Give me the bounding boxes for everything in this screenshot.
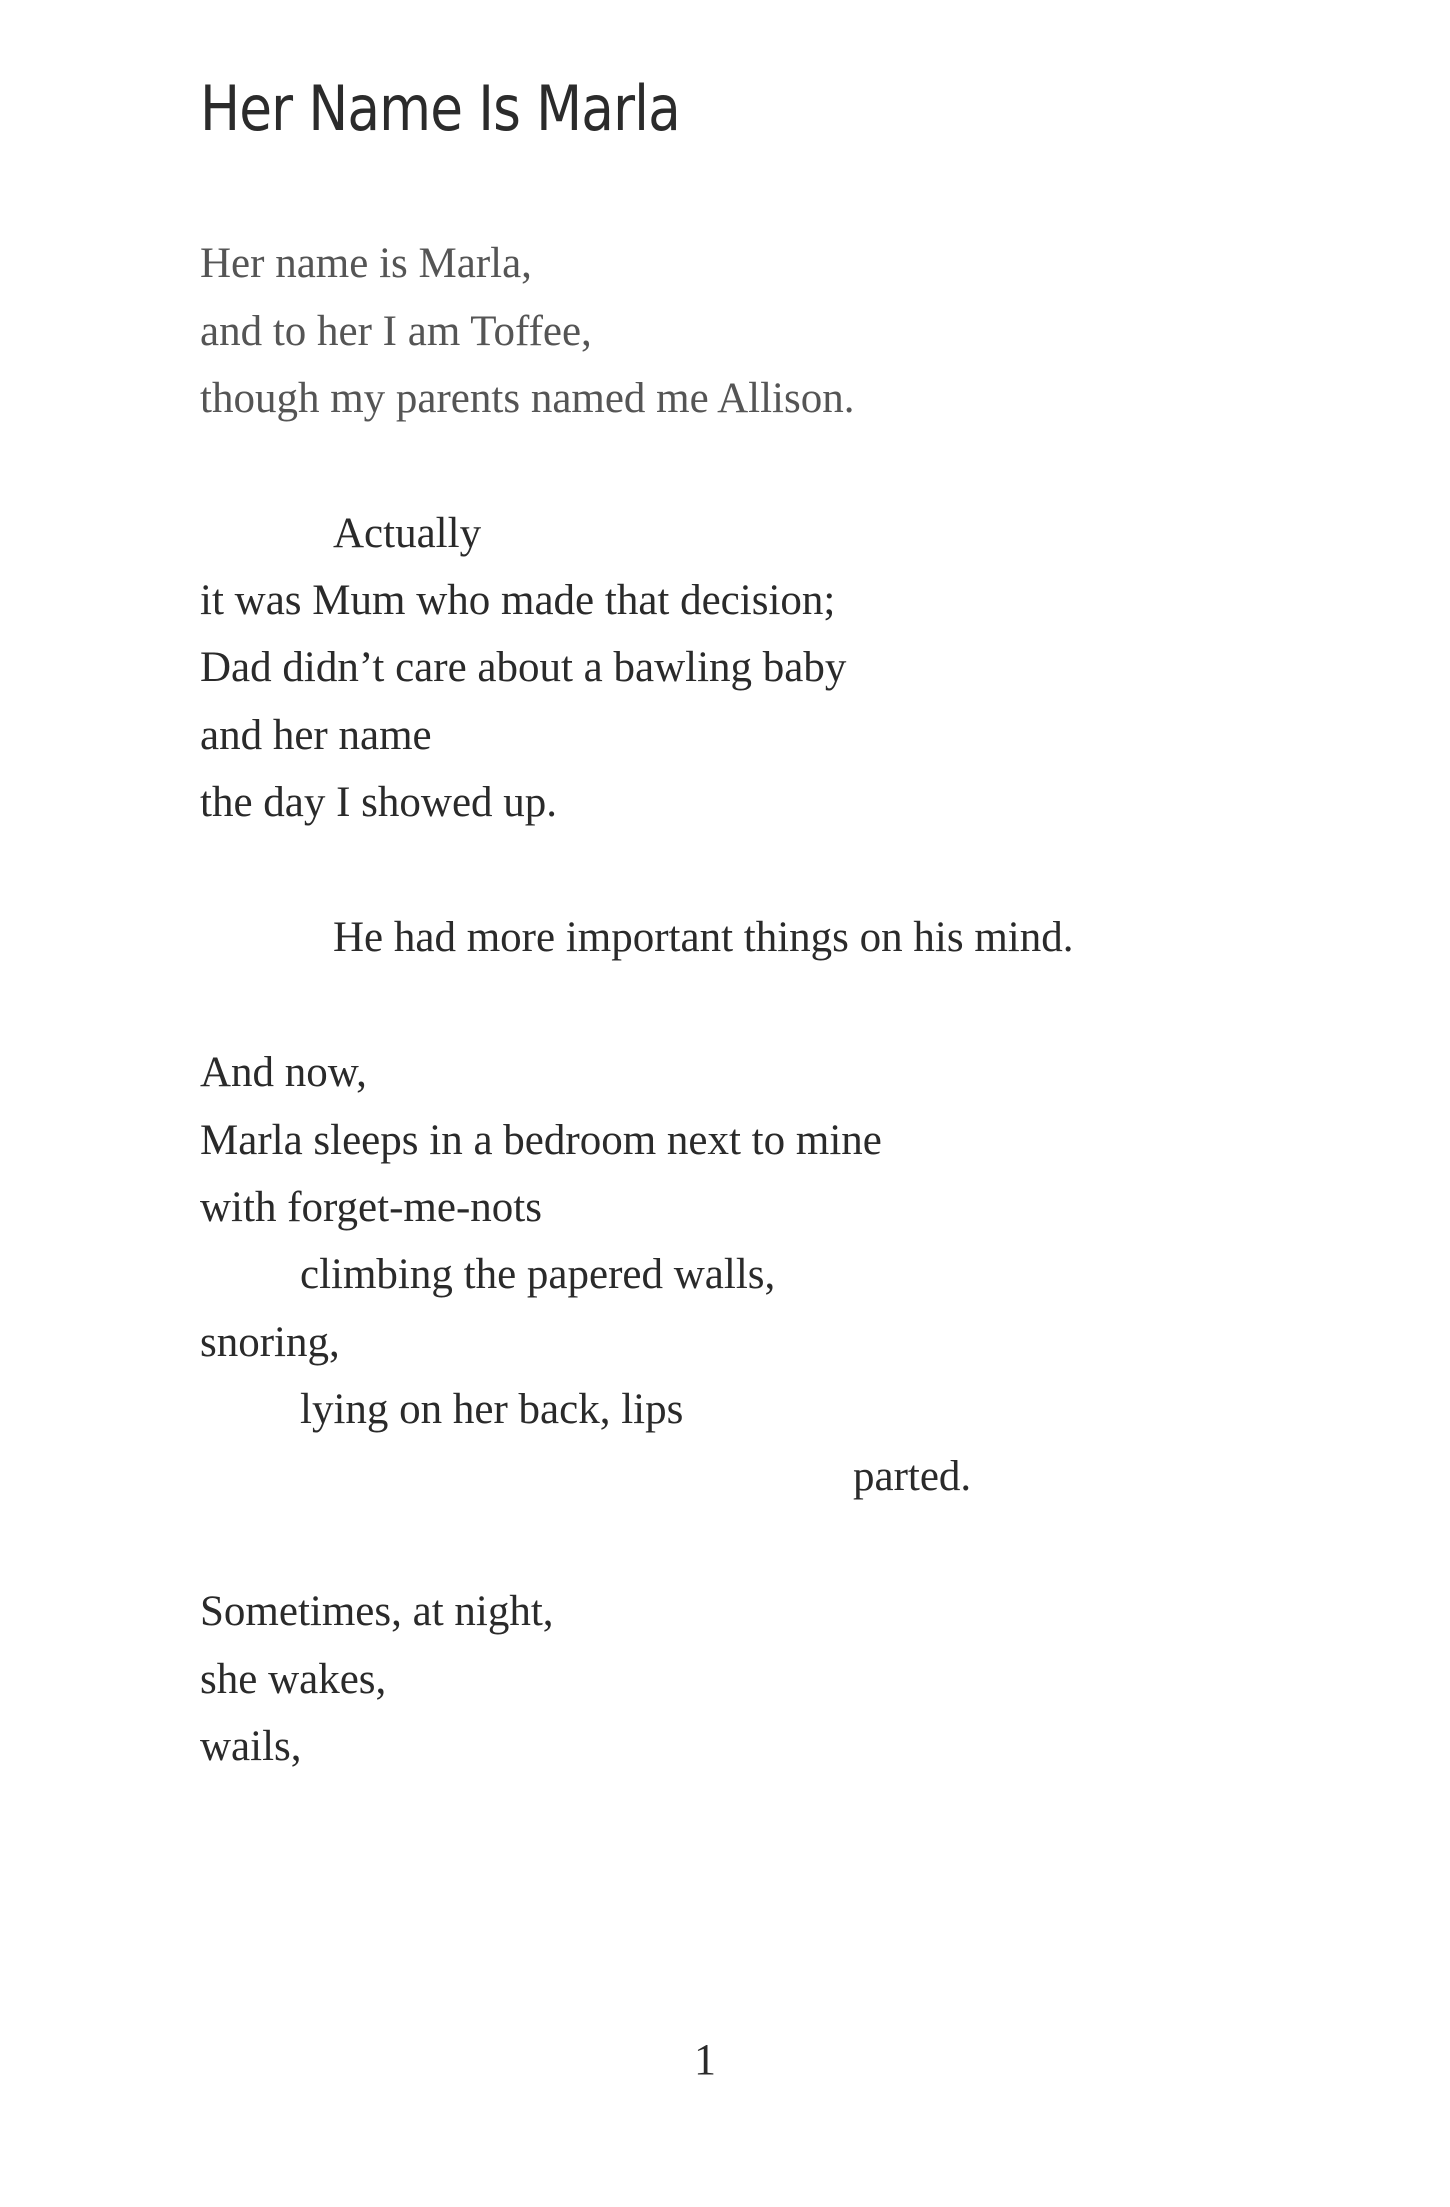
poem-line: and her name (200, 712, 432, 759)
poem-line: Sometimes, at night, (200, 1588, 554, 1635)
poem-line: Marla sleeps in a bedroom next to mine (200, 1117, 882, 1164)
poem-line: though my parents named me Allison. (200, 375, 855, 422)
poem-line: Dad didn’t care about a bawling baby (200, 644, 847, 691)
poem-line: wails, (200, 1723, 302, 1770)
poem-line: snoring, (200, 1319, 340, 1366)
poem-line: Actually (333, 510, 482, 557)
poem-line: parted. (853, 1453, 972, 1500)
poem-line: the day I showed up. (200, 779, 558, 826)
poem-line: climbing the papered walls, (300, 1251, 776, 1298)
poem-line: He had more important things on his mind. (333, 914, 1074, 961)
poem-line: she wakes, (200, 1656, 387, 1703)
poem-line: it was Mum who made that decision; (200, 577, 836, 624)
poem-line: Her name is Marla, (200, 240, 532, 287)
poem-line: And now, (200, 1049, 367, 1096)
poem-line: with forget-me-nots (200, 1184, 542, 1231)
page-number: 1 (694, 2035, 716, 2084)
poem-line: and to her I am Toffee, (200, 308, 592, 355)
poem-title: Her Name Is Marla (200, 72, 680, 145)
poem-line: lying on her back, lips (300, 1386, 684, 1433)
